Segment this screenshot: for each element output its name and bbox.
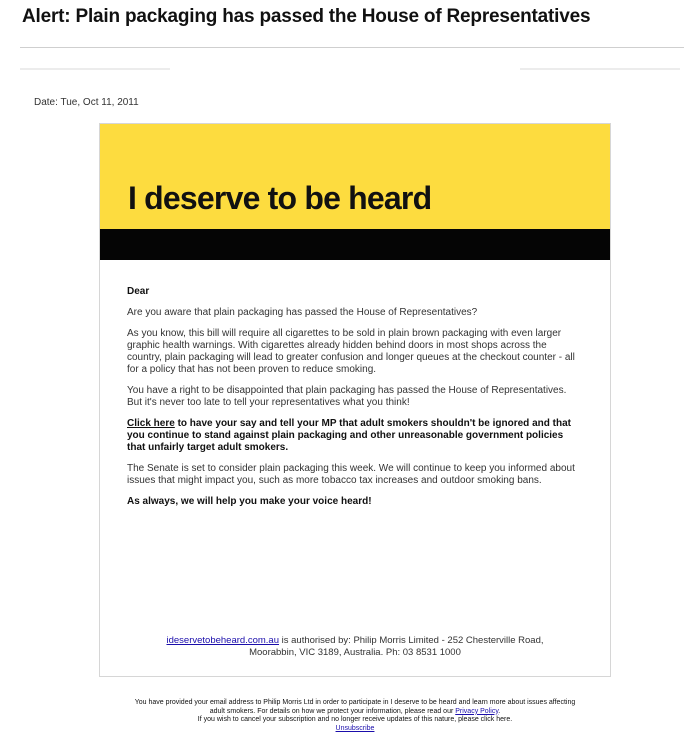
call-to-action	[127, 418, 582, 454]
unsubscribe-link[interactable]: Unsubscribe	[335, 724, 375, 732]
footer-line: Moorabbin, VIC 3189, Australia. Ph: 03 8531 1000	[249, 647, 461, 658]
banner-headline: I deserve to be heard	[128, 180, 432, 216]
legal-line	[90, 725, 620, 734]
faint-divider	[520, 68, 680, 70]
greeting: Dear	[127, 286, 150, 297]
closing-line: As always, we will help you make your voice heard!	[127, 496, 372, 507]
legal-notice	[90, 699, 620, 733]
legal-text: adult smokers. For details on how we protect your information, please read our	[209, 707, 456, 715]
paragraph: Are you aware that plain packaging has passed the House of Representatives?	[127, 307, 478, 318]
paragraph: The Senate is set to consider plain packaging this week. We will continue to keep you informed about issues that might impact you, such as more tobacco tax increases and outdoor smoking bans.	[127, 463, 575, 486]
paragraph: As you know, this bill will require all cigarettes to be sold in plain brown packaging with even larger graphic health warnings. With cigarettes already hidden behind doors in most shops across the country, plain packaging will lead to greater confusion and longer queues at the checkout counter - all for a policy that has not been proven to reduce smoking.	[127, 328, 575, 375]
legal-text: .	[498, 707, 501, 715]
authorisation-footer	[100, 635, 610, 659]
header-divider	[20, 47, 684, 48]
website-link[interactable]: ideservetobeheard.com.au	[166, 635, 279, 646]
email-body	[127, 286, 582, 517]
page-title: Alert: Plain packaging has passed the House of Representatives	[22, 6, 591, 27]
legal-line	[90, 708, 620, 717]
footer-text: is authorised by: Philip Morris Limited - 252 Chesterville Road,	[278, 635, 544, 646]
faint-divider	[20, 68, 170, 70]
click-here-link[interactable]: Click here	[127, 418, 175, 429]
email-card	[99, 123, 611, 677]
banner	[100, 124, 610, 229]
legal-line: You have provided your email address to Philip Morris Ltd in order to participate in I deserve to be heard and learn more about issues affecting	[134, 699, 576, 706]
banner-bar	[100, 229, 610, 260]
paragraph: You have a right to be disappointed that plain packaging has passed the House of Representatives. But it's never too late to tell your representatives what you think!	[127, 385, 567, 408]
legal-line: If you wish to cancel your subscription and no longer receive updates of this nature, please click here.	[197, 716, 513, 723]
privacy-policy-link[interactable]: Privacy Policy	[455, 707, 499, 715]
email-date: Date: Tue, Oct 11, 2011	[34, 97, 139, 108]
footer-line	[100, 635, 610, 647]
cta-text: to have your say and tell your MP that adult smokers shouldn't be ignored and that you continue to stand against plain packaging and other unreasonable government policies that unfairly target adult smokers.	[127, 418, 571, 453]
